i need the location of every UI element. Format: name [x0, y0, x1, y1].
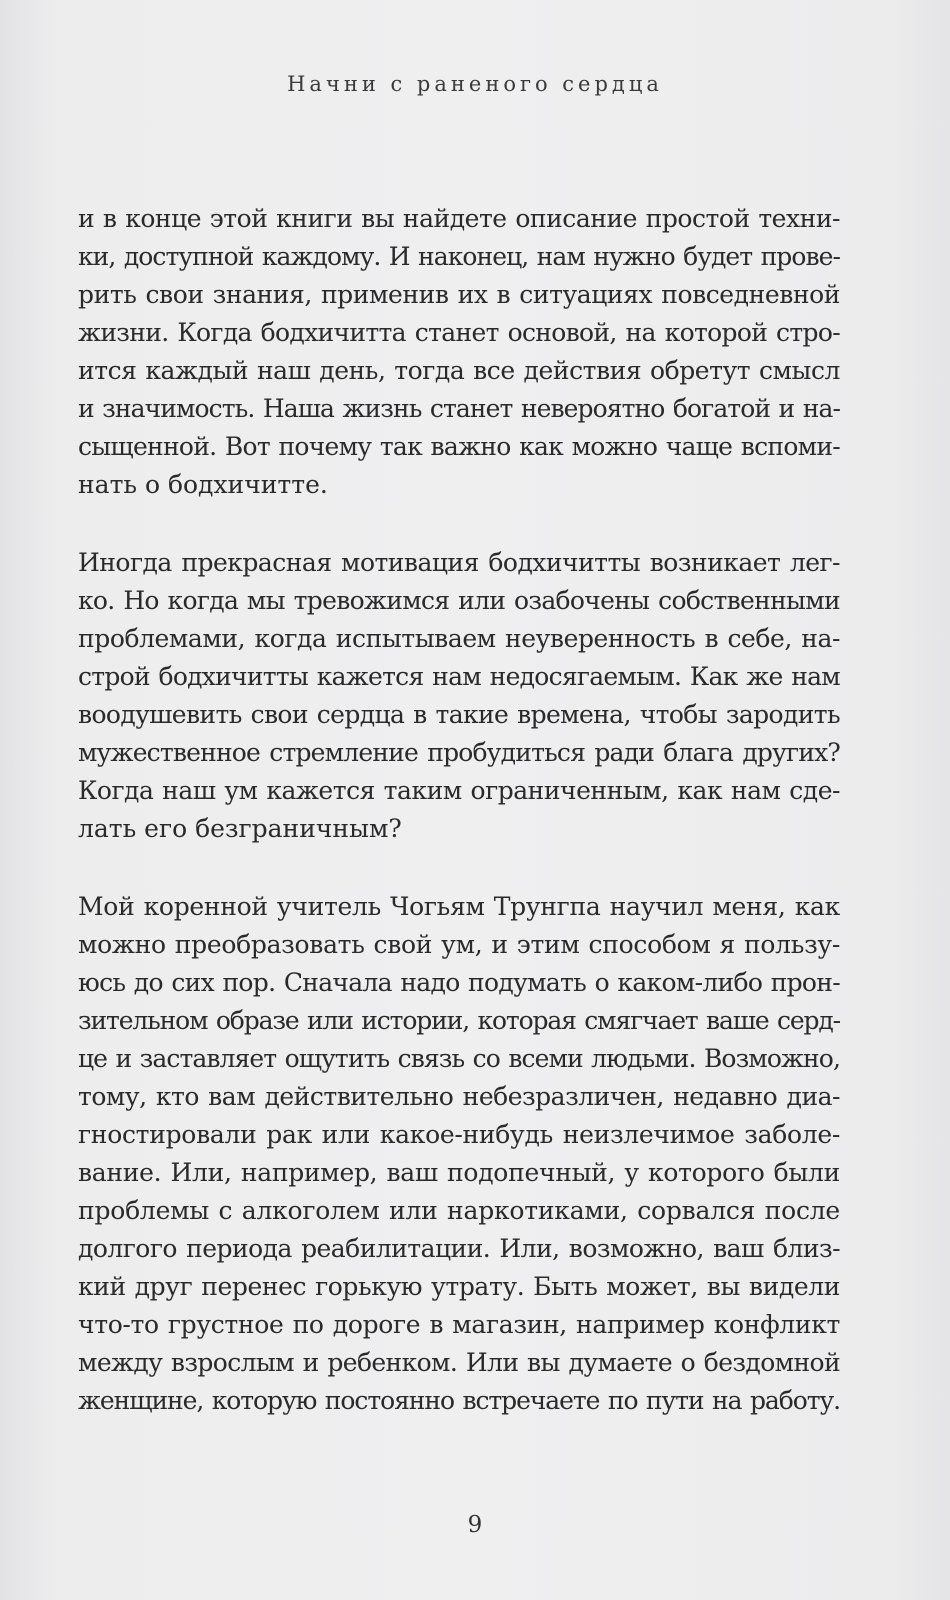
text-line: проблемы с алкоголем или наркотиками, сорвался после [78, 1196, 840, 1225]
text-line: тому, кто вам действительно небезразличен, недавно диа- [78, 1082, 840, 1111]
paragraph [78, 888, 840, 1420]
text-line: ится каждый наш день, тогда все действия обретут смысл [78, 356, 840, 385]
text-line: можно преобразовать свой ум, и этим способом я пользу- [78, 930, 840, 959]
text-line: нать о бодхичитте. [78, 470, 328, 499]
text-line: ко. Но когда мы тревожимся или озабочены собственными [78, 586, 840, 615]
text-line: рить свои знания, применив их в ситуациях повседневной [78, 280, 840, 309]
paragraph-gap [78, 848, 840, 888]
text-line: Когда наш ум кажется таким ограниченным, как нам сде- [78, 776, 840, 805]
text-line: и в конце этой книги вы найдете описание простой техни- [78, 204, 840, 233]
text-line: юсь до сих пор. Сначала надо подумать о каком-либо прон- [78, 968, 840, 997]
text-line: Иногда прекрасная мотивация бодхичитты возникает лег- [78, 548, 840, 577]
text-line: женщине, которую постоянно встречаете по пути на работу. [78, 1386, 840, 1415]
text-line: Мой коренной учитель Чогьям Трунгпа научил меня, как [78, 892, 840, 921]
paragraph-gap [78, 504, 840, 544]
text-line: проблемами, когда испытываем неуверенность в себе, на- [78, 624, 840, 653]
text-line: сыщенной. Вот почему так важно как можно чаще вспоми- [78, 432, 840, 461]
text-line: воодушевить свои сердца в такие времена, чтобы зародить [78, 700, 840, 729]
text-line: мужественное стремление пробудиться ради блага других? [78, 738, 840, 767]
text-line: жизни. Когда бодхичитта станет основой, на которой стро- [78, 318, 840, 347]
text-line: це и заставляет ощутить связь со всеми людьми. Возможно, [78, 1044, 840, 1073]
text-line: между взрослым и ребенком. Или вы думаете о бездомной [78, 1348, 840, 1377]
text-line: и значимость. Наша жизнь станет невероятно богатой и на- [78, 394, 840, 423]
text-line: лать его безграничным? [78, 814, 402, 843]
text-line: что-то грустное по дороге в магазин, например конфликт [78, 1310, 840, 1339]
text-line: ки, доступной каждому. И наконец, нам нужно будет прове- [78, 242, 840, 271]
paragraph [78, 544, 840, 848]
text-line: гностировали рак или какое-нибудь неизлечимое заболе- [78, 1120, 840, 1149]
text-line: строй бодхичитты кажется нам недосягаемым. Как же нам [78, 662, 840, 691]
running-head: Начни с раненого сердца [287, 72, 663, 96]
page-number: 9 [467, 1512, 483, 1538]
text-line: вание. Или, например, ваш подопечный, у которого были [78, 1158, 840, 1187]
text-line: долгого периода реабилитации. Или, возможно, ваш близ- [78, 1234, 840, 1263]
paragraph [78, 200, 840, 504]
body-text [78, 200, 840, 1420]
text-line: зительном образе или истории, которая смягчает ваше серд- [78, 1006, 840, 1035]
text-line: кий друг перенес горькую утрату. Быть может, вы видели [78, 1272, 840, 1301]
